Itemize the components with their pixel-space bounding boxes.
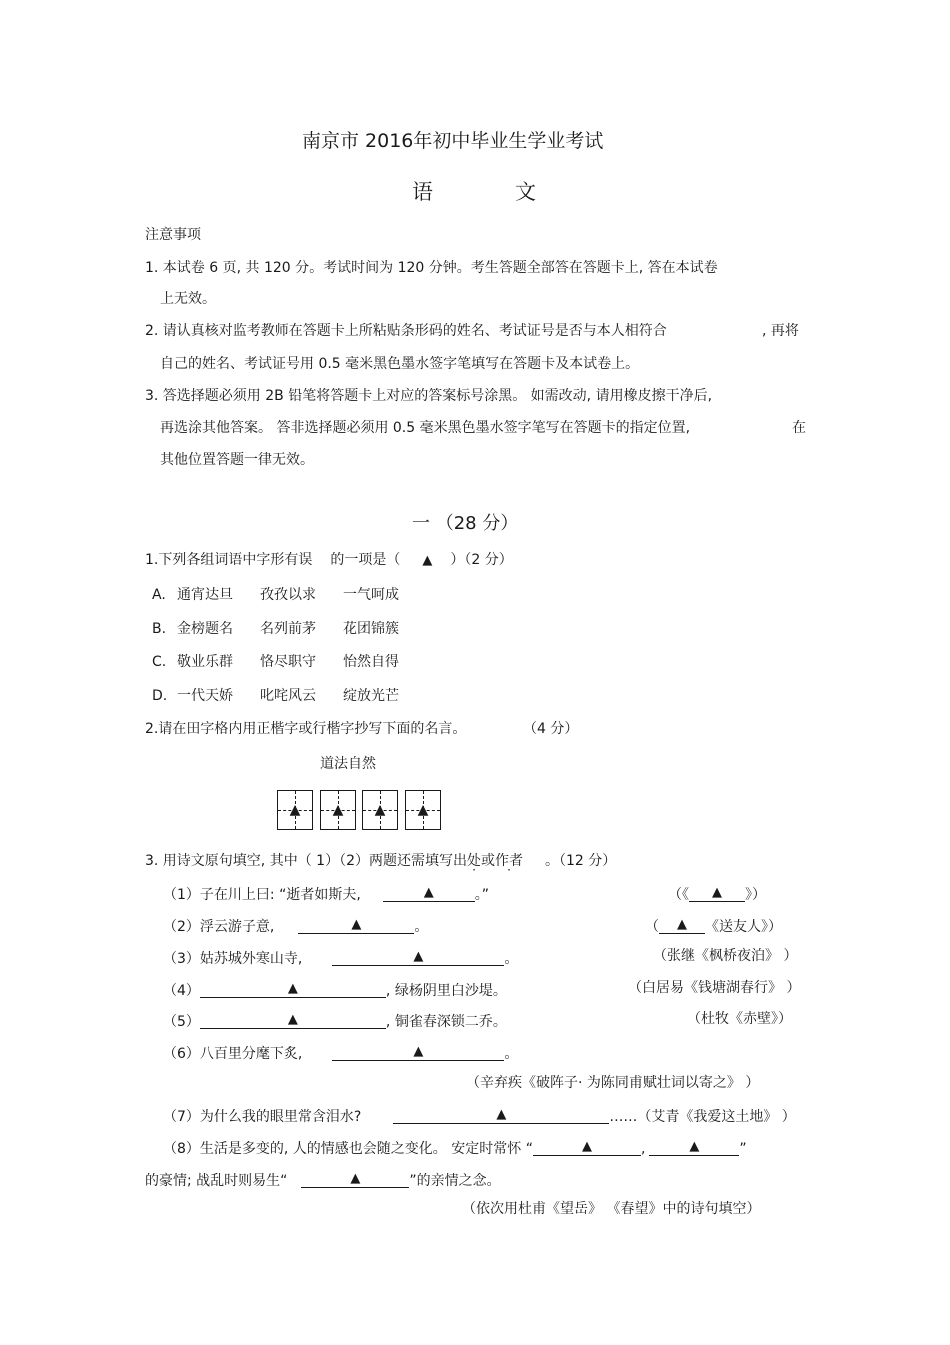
option-label: C. [152, 654, 167, 670]
writing-grid-cell[interactable] [405, 790, 441, 830]
item-text: ”的亲情之念。 [409, 1173, 501, 1189]
answer-blank[interactable] [393, 1107, 609, 1124]
q3-stem-text: 作者 [494, 853, 523, 869]
item-text: （4） [163, 983, 200, 999]
item-text: , 绿杨阴里白沙堤。 [385, 983, 507, 999]
source-text: （ [645, 919, 659, 935]
answer-marker: ▲ [581, 1139, 592, 1154]
q1-option-d [152, 688, 399, 704]
item-text: （6）八百里分麾下炙, [163, 1046, 303, 1062]
option-word: 孜孜以求 [260, 587, 316, 603]
option-word: 怡然自得 [343, 654, 399, 670]
q1-option-b [152, 621, 399, 637]
option-word: 叱咤风云 [260, 688, 316, 704]
option-word: 通宵达旦 [177, 587, 233, 603]
answer-blank[interactable] [301, 1171, 409, 1188]
q3-item-7 [163, 1107, 796, 1124]
q2-points: （4 分） [523, 721, 579, 737]
exam-title: 南京市 2016年初中毕业生学业考试 [302, 130, 604, 152]
q3-item-5 [163, 1012, 507, 1029]
answer-marker: ▲ [417, 802, 429, 818]
notice-line: 其他位置答题一律无效。 [160, 452, 314, 468]
q1-stem-text: 的一项是（ [330, 552, 401, 568]
source-text: 《送友人》） [705, 919, 782, 935]
q3-stem-text: 。（12 分） [544, 853, 617, 869]
q3-item-4 [163, 981, 507, 998]
q3-item-2 [163, 917, 428, 934]
item-text: 。” [474, 887, 490, 903]
notice-line: 3. 答选择题必须用 2B 铅笔将答题卡上对应的答案标号涂黑。 如需改动, 请用橡皮擦干净后, [145, 388, 713, 404]
q3-item-8-source: （依次用杜甫《望岳》 《春望》中的诗句填空） [462, 1201, 761, 1217]
answer-marker: ▲ [374, 802, 386, 818]
item-text: , [640, 1141, 646, 1157]
q3-stem-text: 或 [480, 853, 495, 869]
answer-blank[interactable] [533, 1139, 641, 1156]
option-word: 花团锦簇 [343, 621, 399, 637]
option-word: 绽放光芒 [343, 688, 399, 704]
notice-line: 2. 请认真核对监考教师在答题卡上所粘贴条形码的姓名、考试证号是否与本人相符合 [145, 323, 667, 339]
answer-blank[interactable] [298, 917, 414, 934]
q3-item-2-source [645, 917, 782, 934]
answer-blank[interactable] [332, 949, 504, 966]
q3-item-3-source: （张继《枫桥夜泊》 ） [653, 948, 798, 964]
option-word: 金榜题名 [177, 621, 233, 637]
q1-option-a [152, 587, 399, 603]
answer-blank[interactable] [200, 981, 386, 998]
option-label: A. [152, 587, 166, 603]
answer-blank[interactable] [659, 917, 705, 934]
item-text: （7）为什么我的眼里常含泪水? [163, 1109, 362, 1125]
option-word: 恪尽职守 [260, 654, 316, 670]
answer-marker: ▲ [712, 885, 722, 900]
q3-item-1 [163, 885, 489, 902]
q3-item-5-source: （杜牧《赤壁》） [687, 1011, 792, 1027]
answer-marker: ▲ [423, 885, 434, 900]
notice-line: 1. 本试卷 6 页, 共 120 分。考试时间为 120 分钟。考生答题全部答在答题卡上, 答在本试卷 [145, 260, 718, 276]
subject-char-2: 文 [515, 180, 536, 204]
answer-blank[interactable] [649, 1139, 739, 1156]
item-text: 。 [504, 1046, 519, 1062]
q3-item-6-source: （辛弃疾《破阵子· 为陈同甫赋壮词以寄之》 ） [466, 1075, 760, 1091]
notice-line: 自己的姓名、考试证号用 0.5 毫米黑色墨水签字笔填写在答题卡及本试卷上。 [160, 356, 640, 372]
item-text: （3）姑苏城外寒山寺, [163, 951, 303, 967]
notice-line: 再选涂其他答案。 答非选择题必须用 0.5 毫米黑色墨水签字笔写在答题卡的指定位置, [160, 420, 691, 436]
answer-marker: ▲ [496, 1107, 507, 1122]
answer-marker: ▲ [689, 1139, 700, 1154]
writing-grid-cell[interactable] [362, 790, 398, 830]
option-label: D. [152, 688, 168, 704]
q1-stem-text: 1.下列各组词语中字形有误 [145, 552, 313, 568]
answer-marker: ▲ [289, 802, 301, 818]
notice-line: 上无效。 [160, 291, 216, 307]
answer-marker: ▲ [287, 981, 298, 996]
writing-grid-cell[interactable] [277, 790, 313, 830]
item-text: , 铜雀春深锁二乔。 [385, 1014, 507, 1030]
item-text: （5） [163, 1014, 200, 1030]
q1-option-c [152, 654, 399, 670]
section-heading: 一 （28 分） [412, 513, 519, 534]
option-label: B. [152, 621, 167, 637]
answer-marker: ▲ [413, 1044, 424, 1059]
q3-stem [145, 854, 616, 868]
option-word: 一代天娇 [177, 688, 233, 704]
q3-item-8 [163, 1139, 747, 1156]
item-text: ” [739, 1141, 747, 1157]
answer-marker: ▲ [677, 917, 687, 932]
notice-line: , 再将 [762, 323, 799, 339]
answer-marker: ▲ [287, 1012, 298, 1027]
q3-item-8-cont [145, 1171, 501, 1188]
item-text: ……（艾青《我爱这土地》 ） [609, 1109, 796, 1125]
notice-line: 在 [792, 420, 806, 436]
q3-stem-text: 处 [466, 853, 481, 869]
item-text: （1）子在川上曰: “逝者如斯夫, [163, 887, 361, 903]
answer-marker: ▲ [422, 553, 433, 568]
answer-marker: ▲ [351, 917, 362, 932]
answer-marker: ▲ [332, 802, 344, 818]
answer-marker: ▲ [413, 949, 424, 964]
answer-blank[interactable] [200, 1012, 386, 1029]
q2-stem: 2.请在田字格内用正楷字或行楷字抄写下面的名言。 [145, 721, 467, 737]
subject-char-1: 语 [412, 180, 433, 204]
q1-stem-text: ）（2 分） [450, 552, 513, 568]
q1-stem [145, 553, 513, 568]
q3-item-3 [163, 949, 518, 966]
source-text: （《 [668, 887, 689, 903]
answer-blank[interactable] [332, 1044, 504, 1061]
item-text: 。 [504, 951, 519, 967]
item-text: （8）生活是多变的, 人的情感也会随之变化。 安定时常怀 “ [163, 1141, 533, 1157]
item-text: （2）浮云游子意, [163, 919, 275, 935]
q3-item-6 [163, 1044, 518, 1061]
item-text: 的豪情; 战乱时则易生“ [145, 1173, 288, 1189]
source-text: 》） [745, 887, 766, 903]
option-word: 敬业乐群 [177, 654, 233, 670]
q3-item-4-source: （白居易《钱塘湖春行》 ） [628, 980, 801, 996]
answer-marker: ▲ [350, 1171, 361, 1186]
option-word: 一气呵成 [343, 587, 399, 603]
q3-stem-text: 3. 用诗文原句填空, 其中（ 1）（2）两题还需填写出 [145, 853, 467, 869]
option-word: 名列前茅 [260, 621, 316, 637]
item-text: 。 [414, 919, 429, 935]
q2-quote: 道法自然 [320, 756, 376, 772]
writing-grid-cell[interactable] [320, 790, 356, 830]
q3-item-1-source [668, 885, 766, 902]
answer-blank[interactable] [383, 885, 475, 902]
answer-blank[interactable] [689, 885, 745, 902]
notice-heading: 注意事项 [145, 227, 201, 243]
